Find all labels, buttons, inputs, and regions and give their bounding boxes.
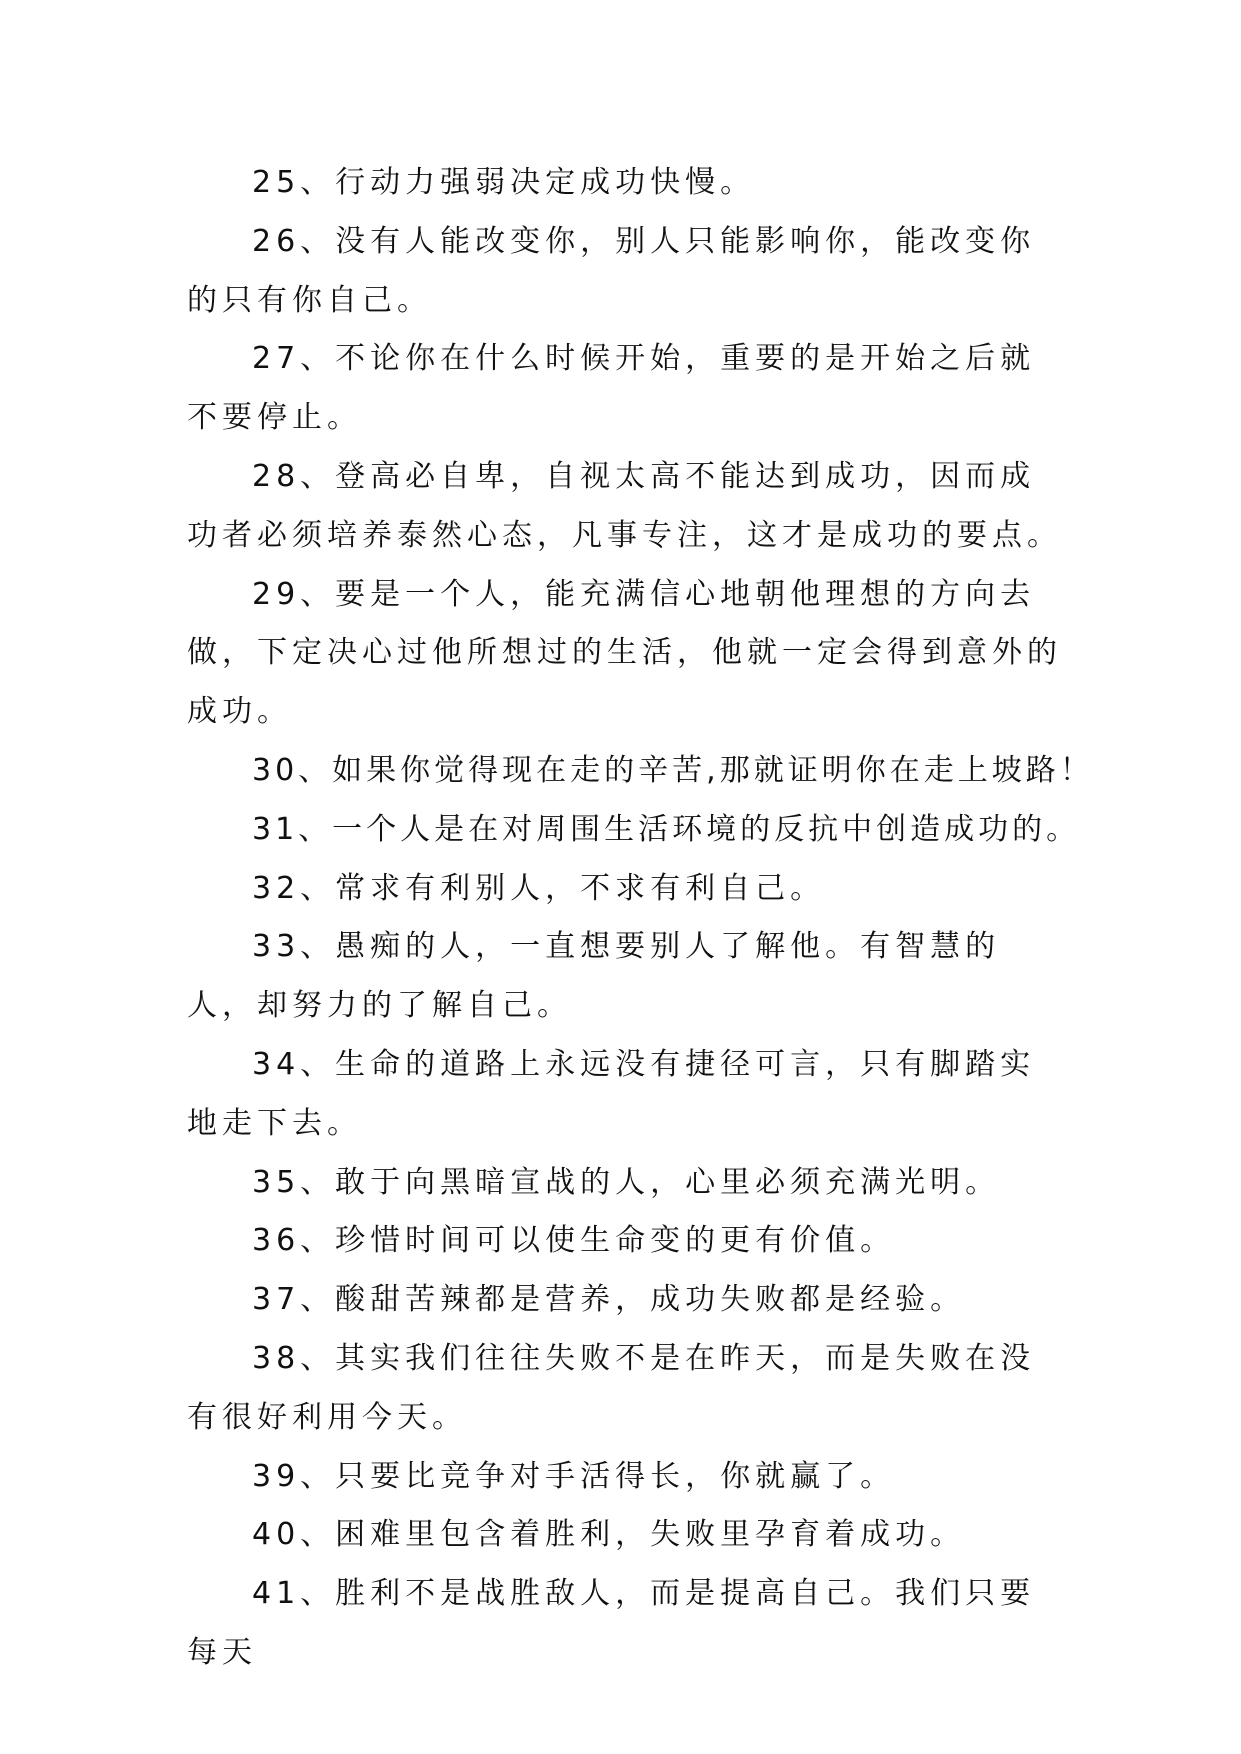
paragraph-30: 30、如果你觉得现在走的辛苦,那就证明你在走上坡路！ xyxy=(252,752,1094,788)
paragraph-33: 33、愚痴的人，一直想要别人了解他。有智慧的人，却努力的了解自己。 xyxy=(187,929,1001,1024)
paragraph-37: 37、酸甜苦辣都是营养，成功失败都是经验。 xyxy=(252,1282,966,1318)
paragraph-28: 28、登高必自卑，自视太高不能达到成功，因而成功者必须培养泰然心态，凡事专注，这才是成功的要点。 xyxy=(187,458,1062,553)
paragraph-25: 25、行动力强弱决定成功快慢。 xyxy=(252,165,756,200)
paragraph-38: 38、其实我们往往失败不是在昨天，而是失败在没有很好利用今天。 xyxy=(187,1340,1036,1435)
paragraph-41: 41、胜利不是战胜敌人，而是提高自己。我们只要每天 xyxy=(187,1576,1036,1670)
paragraph-40: 40、困难里包含着胜利，失败里孕育着成功。 xyxy=(252,1517,966,1553)
paragraph-29: 29、要是一个人，能充满信心地朝他理想的方向去做，下定决心过他所想过的生活，他就一定会得到意外的成功。 xyxy=(187,576,1062,730)
paragraph-26: 26、没有人能改变你，别人只能影响你，能改变你的只有你自己。 xyxy=(187,223,1036,318)
paragraph-36: 36、珍惜时间可以使生命变的更有价值。 xyxy=(252,1223,896,1259)
paragraph-39: 39、只要比竞争对手活得长，你就赢了。 xyxy=(252,1458,896,1494)
paragraph-34: 34、生命的道路上永远没有捷径可言，只有脚踏实地走下去。 xyxy=(187,1046,1036,1141)
document-body xyxy=(187,154,1094,1683)
paragraph-27: 27、不论你在什么时候开始，重要的是开始之后就不要停止。 xyxy=(187,341,1036,436)
paragraph-32: 32、常求有利别人，不求有利自己。 xyxy=(252,870,826,906)
paragraph-35: 35、敢于向黑暗宣战的人，心里必须充满光明。 xyxy=(252,1164,1001,1200)
paragraph-31: 31、一个人是在对周围生活环境的反抗中创造成功的。 xyxy=(252,811,1081,847)
